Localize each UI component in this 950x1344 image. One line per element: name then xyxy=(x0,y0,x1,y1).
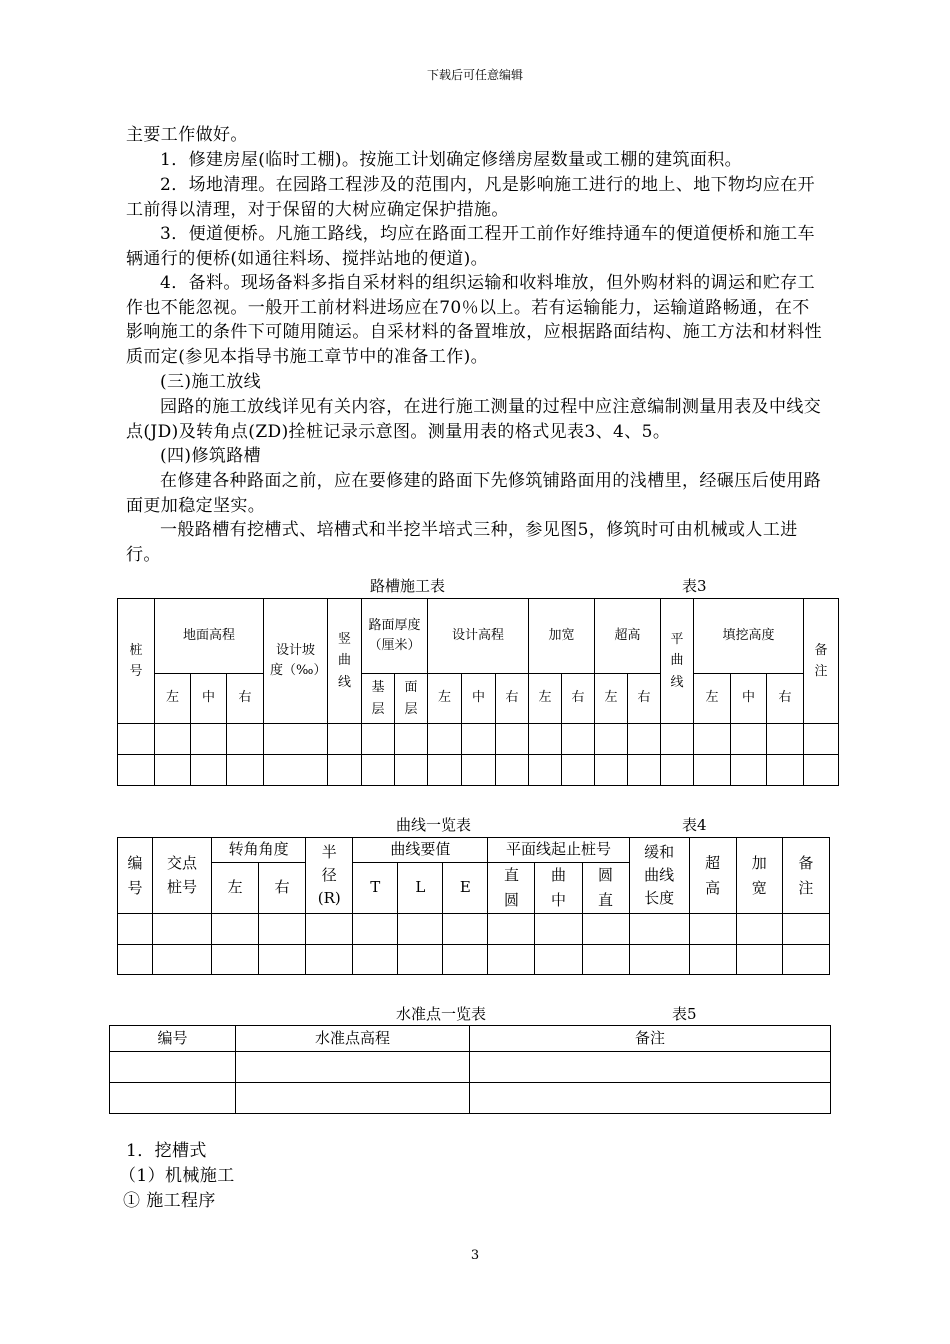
col-banjing-a: 半 xyxy=(321,842,337,861)
table-row xyxy=(110,1083,831,1114)
section-heading-3: (三)施工放线 xyxy=(160,372,262,392)
table-row xyxy=(118,945,830,975)
col-beizhu: 备注 xyxy=(814,642,828,679)
table4-title: 曲线一览表 xyxy=(396,816,472,834)
col-huanhe: 缓和曲线长度 xyxy=(629,838,689,914)
paragraph-item-4: 4．备料。现场备料多指自采材料的组织运输和收料堆放，但外购材料的调运和贮存工作也不能忽视。一般开工前材料进场应在70％以上。若有运输能力，运输道路畅通，在不影响施工的条件下可随用随运。自采材料的备置堆放，应根据路面结构、施工方法和材料性质而定(参见本指导书施工章节中的准备工作)。 xyxy=(126,273,822,368)
table-row xyxy=(110,1052,831,1083)
subheading-chengxu: ① 施工程序 xyxy=(123,1191,216,1211)
table5-title: 水准点一览表 xyxy=(396,1005,487,1023)
subheading-jixie: （1）机械施工 xyxy=(119,1166,235,1186)
sub-quzhong: 曲中 xyxy=(550,866,566,909)
paragraph-intro: 主要工作做好。 xyxy=(126,125,248,145)
col-shuquxian: 竖曲线 xyxy=(338,631,352,690)
sub-left: 左 xyxy=(155,674,191,724)
sub-left: 左 xyxy=(595,674,628,724)
col-chaogao: 超高 xyxy=(595,599,661,674)
col-yaozhi: 曲线要值 xyxy=(353,838,488,863)
sub-yuanzhi: 圆直 xyxy=(598,866,614,909)
sub-right: 右 xyxy=(496,674,529,724)
col-banjing-c: (R) xyxy=(317,889,341,908)
col-qizhi: 平面线起止桩号 xyxy=(488,838,629,863)
table4-label: 表4 xyxy=(682,816,707,834)
paragraph-trench-types: 一般路槽有挖槽式、培槽式和半挖半培式三种，参见图5，修筑时可由机械或人工进行。 xyxy=(126,520,798,565)
sub-left: 左 xyxy=(694,674,731,724)
sub-right: 右 xyxy=(259,863,306,914)
col-zhuanjiao: 转角角度 xyxy=(212,838,306,863)
col-banjing-b: 径 xyxy=(321,865,337,884)
col-dimian: 地面高程 xyxy=(155,599,264,674)
page-header: 下载后可任意编辑 xyxy=(426,68,523,82)
col-zhuanghao: 桩号 xyxy=(129,642,143,679)
col-jiakuan: 加宽 xyxy=(529,599,595,674)
sub-mid: 中 xyxy=(462,674,496,724)
col-bianhao: 编号 xyxy=(127,853,143,897)
col-beizhu: 备注 xyxy=(470,1026,831,1052)
paragraph-item-1: 1．修建房屋(临时工棚)。按施工计划确定修缮房屋数量或工棚的建筑面积。 xyxy=(160,150,743,170)
table-row xyxy=(118,755,839,786)
sub-right: 右 xyxy=(227,674,264,724)
sub-left: 左 xyxy=(212,863,259,914)
sub-e: E xyxy=(443,863,488,914)
col-bianhao: 编号 xyxy=(110,1026,236,1052)
sub-right: 右 xyxy=(562,674,595,724)
table3-label: 表3 xyxy=(682,577,707,595)
col-beizhu: 备注 xyxy=(798,853,814,897)
page-number: 3 xyxy=(470,1248,480,1263)
table4 xyxy=(117,837,830,975)
section-heading-4: (四)修筑路槽 xyxy=(160,446,262,466)
col-gaocheng: 水准点高程 xyxy=(236,1026,470,1052)
col-tianwa: 填挖高度 xyxy=(694,599,804,674)
col-jiaodian: 交点桩号 xyxy=(153,838,212,914)
col-houdu: 路面厚度（厘米） xyxy=(362,599,428,674)
table-row xyxy=(118,914,830,945)
col-pingquxian: 平曲线 xyxy=(670,631,684,690)
table-row xyxy=(118,724,839,755)
sub-mid: 中 xyxy=(731,674,767,724)
col-sheji: 设计高程 xyxy=(428,599,529,674)
sub-right: 右 xyxy=(767,674,804,724)
sub-left: 左 xyxy=(428,674,462,724)
paragraph-trench: 在修建各种路面之前，应在要修建的路面下先修筑铺路面用的浅槽里，经碾压后使用路面更加稳定坚实。 xyxy=(126,471,822,516)
sub-mid: 中 xyxy=(191,674,227,724)
sub-left: 左 xyxy=(529,674,562,724)
sub-mianceng: 面层 xyxy=(404,680,418,717)
paragraph-layout: 园路的施工放线详见有关内容，在进行施工测量的过程中应注意编制测量用表及中线交点(JD)及转角点(ZD)拴桩记录示意图。测量用表的格式见表3、4、5。 xyxy=(126,397,822,442)
table3-title: 路槽施工表 xyxy=(370,577,446,595)
sub-zhiyuan: 直圆 xyxy=(503,866,519,909)
sub-l: L xyxy=(398,863,443,914)
paragraph-item-3: 3．便道便桥。凡施工路线，均应在路面工程开工前作好维持通车的便道便桥和施工车辆通行的便桥(如通往料场、搅拌站地的便道)。 xyxy=(126,224,816,269)
table3 xyxy=(117,598,839,786)
col-chaogao: 超高 xyxy=(705,853,721,897)
sub-jiceng: 基层 xyxy=(371,680,385,717)
table5-label: 表5 xyxy=(672,1005,697,1023)
paragraph-item-2: 2．场地清理。在园路工程涉及的范围内，凡是影响施工进行的地上、地下物均应在开工前得以清理，对于保留的大树应确定保护措施。 xyxy=(126,175,816,220)
sub-t: T xyxy=(353,863,398,914)
subheading-wacaoshi: 1．挖槽式 xyxy=(126,1141,207,1161)
sub-right: 右 xyxy=(628,674,661,724)
col-podu: 设计坡度（‰） xyxy=(264,599,328,724)
table5 xyxy=(109,1025,831,1114)
col-jiakuan: 加宽 xyxy=(751,853,767,897)
